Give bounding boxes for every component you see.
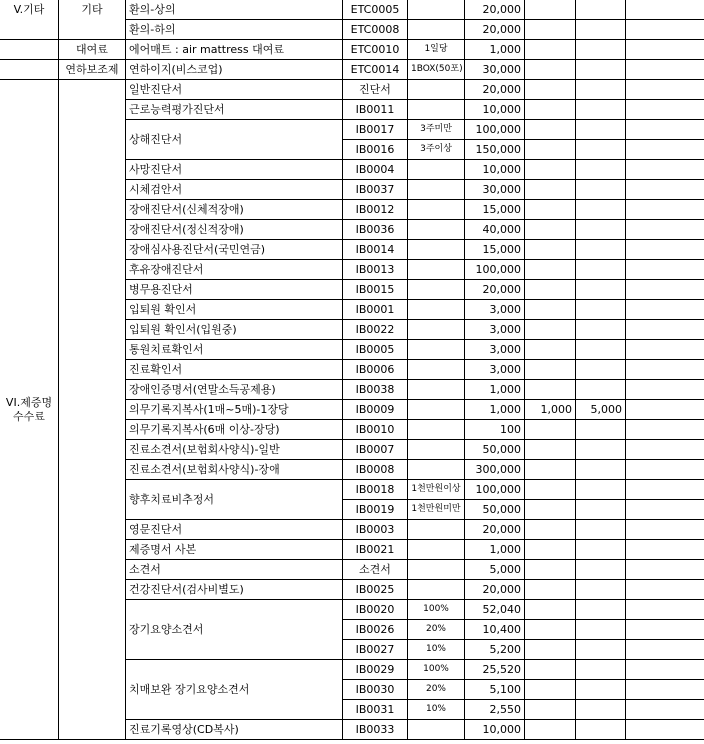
empty-cell: [626, 20, 704, 40]
item-price: 3,000: [465, 300, 525, 320]
empty-cell: [626, 500, 704, 520]
item-code: IB0003: [343, 520, 408, 540]
table-row[interactable]: [0, 40, 704, 60]
item-name: 진료소견서(보험회사양식)-장애: [126, 460, 343, 480]
item-code: IB0013: [343, 260, 408, 280]
item-extra1: [525, 160, 576, 180]
item-code: IB0016: [343, 140, 408, 160]
item-price: 3,000: [465, 360, 525, 380]
item-price: 15,000: [465, 200, 525, 220]
empty-cell: [626, 240, 704, 260]
item-code: IB0007: [343, 440, 408, 460]
item-code: IB0021: [343, 540, 408, 560]
item-extra2: [576, 480, 626, 500]
item-name: 의무기록지복사(1매~5매)-1장당: [126, 400, 343, 420]
item-note: 100%: [408, 600, 465, 620]
item-code: ETC0005: [343, 0, 408, 20]
item-extra2: [576, 600, 626, 620]
item-price: 30,000: [465, 60, 525, 80]
item-code: IB0025: [343, 580, 408, 600]
item-extra1: [525, 680, 576, 700]
item-name: 장기요양소견서: [126, 600, 343, 660]
item-note: [408, 380, 465, 400]
item-name: 제증명서 사본: [126, 540, 343, 560]
item-extra1: [525, 40, 576, 60]
item-extra1: [525, 180, 576, 200]
item-code: IB0011: [343, 100, 408, 120]
item-note: [408, 180, 465, 200]
item-code: IB0019: [343, 500, 408, 520]
item-name: 연하이지(비스코업): [126, 60, 343, 80]
item-code: IB0026: [343, 620, 408, 640]
item-name: 영문진단서: [126, 520, 343, 540]
item-code: IB0014: [343, 240, 408, 260]
item-extra2: [576, 360, 626, 380]
section-cell: [0, 40, 59, 60]
table-row[interactable]: [0, 80, 704, 100]
empty-cell: [626, 400, 704, 420]
item-price: 100,000: [465, 120, 525, 140]
empty-cell: [626, 340, 704, 360]
item-price: 300,000: [465, 460, 525, 480]
item-note: 1천만원이상: [408, 480, 465, 500]
item-code: IB0038: [343, 380, 408, 400]
item-code: IB0005: [343, 340, 408, 360]
item-price: 1,000: [465, 540, 525, 560]
item-code: IB0015: [343, 280, 408, 300]
item-code: IB0017: [343, 120, 408, 140]
item-note: 1천만원미만: [408, 500, 465, 520]
item-name: 입퇴원 확인서(입원중): [126, 320, 343, 340]
item-name: 환의-상의: [126, 0, 343, 20]
item-price: 30,000: [465, 180, 525, 200]
empty-cell: [626, 600, 704, 620]
item-extra2: [576, 500, 626, 520]
item-code: IB0001: [343, 300, 408, 320]
item-extra1: [525, 320, 576, 340]
item-note: [408, 80, 465, 100]
item-extra2: [576, 40, 626, 60]
item-code: IB0010: [343, 420, 408, 440]
item-code: IB0036: [343, 220, 408, 240]
item-note: [408, 200, 465, 220]
item-note: [408, 560, 465, 580]
item-note: 10%: [408, 640, 465, 660]
item-extra2: [576, 100, 626, 120]
item-code: ETC0014: [343, 60, 408, 80]
item-price: 20,000: [465, 580, 525, 600]
item-price: 25,520: [465, 660, 525, 680]
item-extra1: [525, 60, 576, 80]
item-extra1: [525, 560, 576, 580]
item-note: [408, 240, 465, 260]
item-extra2: [576, 80, 626, 100]
item-extra2: [576, 540, 626, 560]
empty-cell: [626, 160, 704, 180]
item-extra2: [576, 0, 626, 20]
item-extra2: [576, 320, 626, 340]
empty-cell: [626, 660, 704, 680]
item-name: 진료확인서: [126, 360, 343, 380]
item-name: 일반진단서: [126, 80, 343, 100]
item-price: 100,000: [465, 480, 525, 500]
empty-cell: [626, 280, 704, 300]
item-extra2: [576, 160, 626, 180]
item-extra1: [525, 120, 576, 140]
item-name: 에어매트 : air mattress 대여료: [126, 40, 343, 60]
item-note: [408, 220, 465, 240]
item-code: IB0006: [343, 360, 408, 380]
item-price: 10,000: [465, 160, 525, 180]
item-name: 병무용진단서: [126, 280, 343, 300]
item-note: [408, 580, 465, 600]
table-row[interactable]: [0, 0, 704, 20]
item-code: IB0027: [343, 640, 408, 660]
item-extra1: [525, 640, 576, 660]
item-note: [408, 260, 465, 280]
empty-cell: [626, 560, 704, 580]
item-price: 10,000: [465, 100, 525, 120]
item-extra1: 1,000: [525, 400, 576, 420]
empty-cell: [626, 380, 704, 400]
item-name: 사망진단서: [126, 160, 343, 180]
item-extra2: [576, 60, 626, 80]
empty-cell: [626, 140, 704, 160]
item-extra1: [525, 360, 576, 380]
item-code: 진단서: [343, 80, 408, 100]
item-note: [408, 20, 465, 40]
item-extra2: 5,000: [576, 400, 626, 420]
item-extra2: [576, 240, 626, 260]
item-extra1: [525, 460, 576, 480]
empty-cell: [626, 680, 704, 700]
item-note: [408, 160, 465, 180]
item-name: 장애진단서(신체적장애): [126, 200, 343, 220]
item-note: 1일당: [408, 40, 465, 60]
item-extra1: [525, 580, 576, 600]
item-note: [408, 0, 465, 20]
empty-cell: [626, 120, 704, 140]
empty-cell: [626, 540, 704, 560]
item-name: 환의-하의: [126, 20, 343, 40]
empty-cell: [626, 320, 704, 340]
item-note: 100%: [408, 660, 465, 680]
item-extra1: [525, 260, 576, 280]
item-extra1: [525, 300, 576, 320]
item-extra2: [576, 300, 626, 320]
item-extra1: [525, 700, 576, 720]
item-extra1: [525, 480, 576, 500]
item-extra1: [525, 0, 576, 20]
empty-cell: [626, 640, 704, 660]
item-price: 20,000: [465, 80, 525, 100]
item-note: [408, 400, 465, 420]
item-price: 40,000: [465, 220, 525, 240]
empty-cell: [626, 580, 704, 600]
table-row[interactable]: [0, 60, 704, 80]
item-extra2: [576, 720, 626, 740]
item-extra1: [525, 280, 576, 300]
item-price: 1,000: [465, 380, 525, 400]
item-name: 시체검안서: [126, 180, 343, 200]
category-cell: [59, 80, 126, 740]
section-cell: V.기타: [0, 0, 59, 40]
item-extra2: [576, 700, 626, 720]
item-name: 향후치료비추정서: [126, 480, 343, 520]
item-note: [408, 360, 465, 380]
empty-cell: [626, 720, 704, 740]
item-note: 3주이상: [408, 140, 465, 160]
item-note: 20%: [408, 620, 465, 640]
item-code: ETC0010: [343, 40, 408, 60]
item-extra1: [525, 340, 576, 360]
item-name: 상해진단서: [126, 120, 343, 160]
item-extra1: [525, 620, 576, 640]
item-extra2: [576, 200, 626, 220]
item-extra2: [576, 180, 626, 200]
item-extra2: [576, 460, 626, 480]
item-note: 3주미만: [408, 120, 465, 140]
item-extra2: [576, 380, 626, 400]
item-extra1: [525, 660, 576, 680]
item-code: IB0009: [343, 400, 408, 420]
item-price: 1,000: [465, 400, 525, 420]
item-extra2: [576, 220, 626, 240]
item-price: 20,000: [465, 20, 525, 40]
empty-cell: [626, 200, 704, 220]
item-note: [408, 720, 465, 740]
item-name: 통원치료확인서: [126, 340, 343, 360]
item-price: 52,040: [465, 600, 525, 620]
item-name: 소견서: [126, 560, 343, 580]
item-note: 20%: [408, 680, 465, 700]
item-code: IB0037: [343, 180, 408, 200]
item-extra1: [525, 440, 576, 460]
empty-cell: [626, 0, 704, 20]
item-note: [408, 440, 465, 460]
item-extra2: [576, 680, 626, 700]
item-price: 50,000: [465, 500, 525, 520]
item-extra1: [525, 520, 576, 540]
item-price: 20,000: [465, 520, 525, 540]
item-code: IB0029: [343, 660, 408, 680]
item-name: 장애심사용진단서(국민연금): [126, 240, 343, 260]
item-extra1: [525, 100, 576, 120]
item-extra1: [525, 500, 576, 520]
item-code: IB0030: [343, 680, 408, 700]
item-price: 10,000: [465, 720, 525, 740]
item-extra2: [576, 140, 626, 160]
item-code: 소견서: [343, 560, 408, 580]
item-code: IB0031: [343, 700, 408, 720]
empty-cell: [626, 440, 704, 460]
item-extra1: [525, 20, 576, 40]
section-cell: [0, 60, 59, 80]
empty-cell: [626, 460, 704, 480]
item-extra2: [576, 260, 626, 280]
item-price: 5,000: [465, 560, 525, 580]
empty-cell: [626, 480, 704, 500]
item-note: [408, 460, 465, 480]
item-name: 후유장애진단서: [126, 260, 343, 280]
item-extra1: [525, 240, 576, 260]
item-code: IB0033: [343, 720, 408, 740]
item-code: IB0020: [343, 600, 408, 620]
item-extra2: [576, 660, 626, 680]
item-extra2: [576, 440, 626, 460]
item-note: [408, 520, 465, 540]
item-extra1: [525, 220, 576, 240]
item-note: [408, 100, 465, 120]
item-name: 의무기록지복사(6매 이상-장당): [126, 420, 343, 440]
item-price: 100: [465, 420, 525, 440]
empty-cell: [626, 60, 704, 80]
item-note: [408, 320, 465, 340]
item-extra2: [576, 640, 626, 660]
item-price: 10,400: [465, 620, 525, 640]
item-code: IB0004: [343, 160, 408, 180]
item-price: 100,000: [465, 260, 525, 280]
item-name: 입퇴원 확인서: [126, 300, 343, 320]
item-name: 진료소견서(보험회사양식)-일반: [126, 440, 343, 460]
category-cell: 기타: [59, 0, 126, 40]
empty-cell: [626, 80, 704, 100]
item-extra2: [576, 120, 626, 140]
empty-cell: [626, 40, 704, 60]
item-note: 1BOX(50포): [408, 60, 465, 80]
item-price: 3,000: [465, 340, 525, 360]
item-extra2: [576, 340, 626, 360]
item-price: 15,000: [465, 240, 525, 260]
item-extra2: [576, 560, 626, 580]
item-name: 장애진단서(정신적장애): [126, 220, 343, 240]
item-price: 50,000: [465, 440, 525, 460]
item-price: 3,000: [465, 320, 525, 340]
item-extra1: [525, 420, 576, 440]
item-note: 10%: [408, 700, 465, 720]
empty-cell: [626, 180, 704, 200]
item-extra1: [525, 600, 576, 620]
item-note: [408, 340, 465, 360]
category-cell: 연하보조제: [59, 60, 126, 80]
item-extra2: [576, 620, 626, 640]
item-extra2: [576, 20, 626, 40]
item-price: 20,000: [465, 280, 525, 300]
item-extra2: [576, 280, 626, 300]
empty-cell: [626, 300, 704, 320]
item-extra1: [525, 200, 576, 220]
empty-cell: [626, 360, 704, 380]
item-code: ETC0008: [343, 20, 408, 40]
item-extra1: [525, 720, 576, 740]
empty-cell: [626, 260, 704, 280]
section-cell: VI.제증명 수수료: [0, 80, 59, 740]
item-note: [408, 540, 465, 560]
item-price: 1,000: [465, 40, 525, 60]
item-code: IB0008: [343, 460, 408, 480]
item-code: IB0018: [343, 480, 408, 500]
empty-cell: [626, 700, 704, 720]
item-name: 근로능력평가진단서: [126, 100, 343, 120]
category-cell: 대여료: [59, 40, 126, 60]
item-extra1: [525, 80, 576, 100]
item-price: 20,000: [465, 0, 525, 20]
item-note: [408, 300, 465, 320]
item-extra1: [525, 140, 576, 160]
item-name: 치매보완 장기요양소견서: [126, 660, 343, 720]
item-name: 건강진단서(검사비별도): [126, 580, 343, 600]
item-extra2: [576, 420, 626, 440]
empty-cell: [626, 220, 704, 240]
item-extra2: [576, 580, 626, 600]
empty-cell: [626, 520, 704, 540]
empty-cell: [626, 420, 704, 440]
item-code: IB0012: [343, 200, 408, 220]
empty-cell: [626, 620, 704, 640]
item-price: 5,200: [465, 640, 525, 660]
item-note: [408, 280, 465, 300]
item-price: 150,000: [465, 140, 525, 160]
item-extra2: [576, 520, 626, 540]
item-code: IB0022: [343, 320, 408, 340]
item-extra1: [525, 380, 576, 400]
item-name: 장애인증명서(연말소득공제용): [126, 380, 343, 400]
item-name: 진료기록영상(CD복사): [126, 720, 343, 740]
empty-cell: [626, 100, 704, 120]
item-note: [408, 420, 465, 440]
item-extra1: [525, 540, 576, 560]
item-price: 5,100: [465, 680, 525, 700]
item-price: 2,550: [465, 700, 525, 720]
